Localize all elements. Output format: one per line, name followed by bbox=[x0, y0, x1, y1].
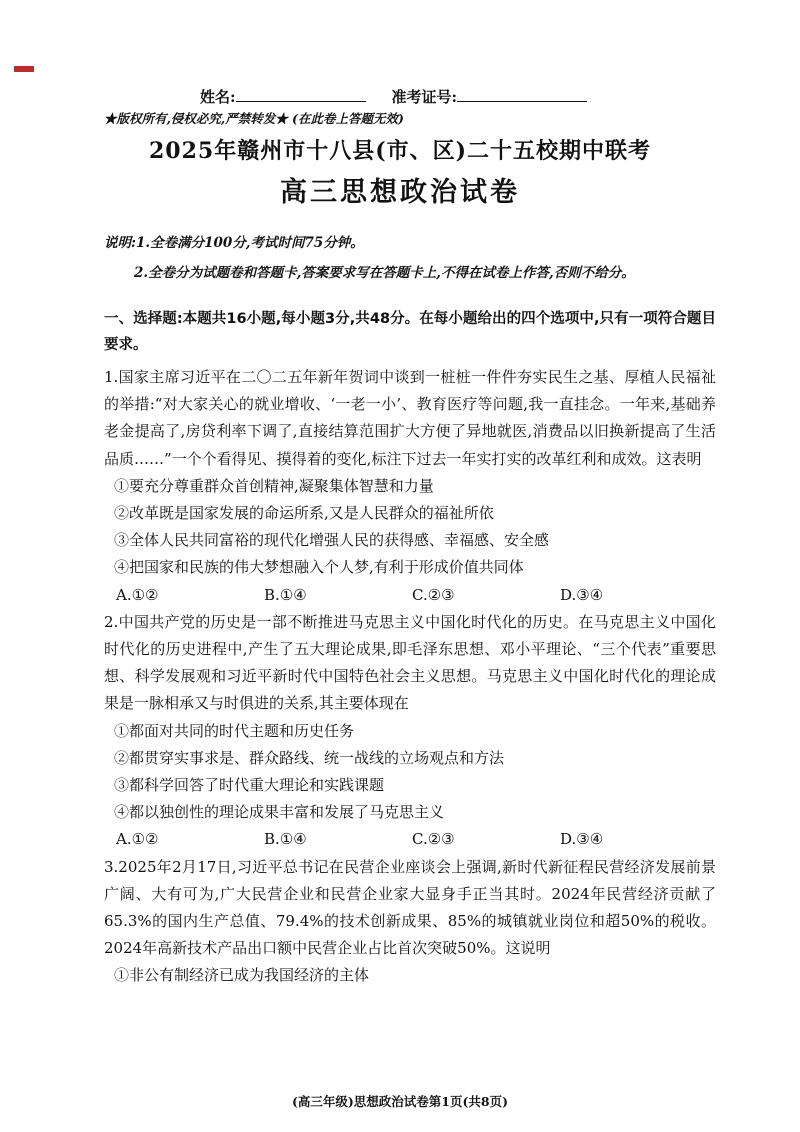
question-stem: 3.2025年2月17日,习近平总书记在民营企业座谈会上强调,新时代新征程民营经济发展前景广阔、大有可为,广大民营企业和民营企业家大显身手正当其时。2024年民营经济贡献了65.3%的国内生产总值、79.4%的技术创新成果、85%的城镇就业岗位和超50%的税收。2024年高新技术产品出口额中民营企业占比首次突破50%。这说明 bbox=[104, 857, 716, 958]
answer-choices bbox=[104, 582, 716, 609]
choice-b: B.①④ bbox=[264, 830, 307, 849]
statement-option: ④把国家和民族的伟大梦想融入个人梦,有利于形成价值共同体 bbox=[114, 558, 524, 577]
note-1: 说明:1.全卷满分100分,考试时间75分钟。 bbox=[104, 235, 364, 251]
question-stem: 1.国家主席习近平在二〇二五年新年贺词中谈到一桩桩一件件夯实民生之基、厚植人民福祉的举措:“对大家关心的就业增收、‘一老一小’、教育医疗等问题,我一直挂念。一年来,基础养老金提高了,房贷利率下调了,直接结算范围扩大方便了异地就医,消费品以旧换新提高了生活品质……”一个个看得见、摸得着的变化,标注下过去一年实打实的改革红利和成效。这表明 bbox=[104, 368, 716, 468]
corner-mark bbox=[14, 66, 34, 72]
subject-title: 高三思想政治试卷 bbox=[280, 177, 520, 208]
note-2: 2.全卷分为试题卷和答题卡,答案要求写在答题卡上,不得在试卷上作答,否则不给分。 bbox=[134, 265, 635, 281]
statement-option: ③全体人民共同富裕的现代化增强人民的获得感、幸福感、安全感 bbox=[114, 531, 550, 550]
statement-option: ②都贯穿实事求是、群众路线、统一战线的立场观点和方法 bbox=[114, 748, 505, 767]
answer-choices bbox=[104, 826, 716, 853]
page-footer: (高三年级)思想政治试卷第1页(共8页) bbox=[291, 1094, 509, 1109]
candidate-info-row bbox=[200, 86, 587, 107]
choice-a: A.①② bbox=[116, 585, 159, 604]
choice-d: D.③④ bbox=[560, 585, 604, 604]
choice-a: A.①② bbox=[116, 830, 159, 849]
name-label: 姓名: bbox=[200, 88, 236, 106]
exam-id-label: 准考证号: bbox=[391, 88, 458, 106]
choice-c: C.②③ bbox=[412, 585, 455, 604]
question-content bbox=[104, 306, 716, 990]
exam-title: 2025年赣州市十八县(市、区)二十五校期中联考 bbox=[148, 138, 652, 164]
question-stem: 2.中国共产党的历史是一部不断推进马克思主义中国化时代化的历史。在马克思主义中国化时代化的历史进程中,产生了五大理论成果,即毛泽东思想、邓小平理论、“三个代表”重要思想、科学发展观和习近平新时代中国特色社会主义思想。马克思主义中国化时代化的理论成果是一脉相承又与时俱进的关系,其主要体现在 bbox=[104, 612, 716, 713]
section-heading: 一、选择题:本题共16小题,每小题3分,共48分。在每小题给出的四个选项中,只有一项符合题目要求。 bbox=[104, 311, 717, 353]
copyright-notice: ★版权所有,侵权必究,严禁转发★ (在此卷上答题无效) bbox=[104, 111, 404, 126]
name-blank bbox=[236, 87, 366, 102]
choice-c: C.②③ bbox=[412, 830, 455, 849]
choice-d: D.③④ bbox=[560, 830, 604, 849]
statement-option: ④都以独创性的理论成果丰富和发展了马克思主义 bbox=[114, 803, 445, 822]
exam-id-blank bbox=[457, 87, 587, 102]
question-2 bbox=[104, 609, 716, 854]
question-1 bbox=[104, 364, 716, 609]
statement-option: ①非公有制经济已成为我国经济的主体 bbox=[114, 966, 370, 985]
choice-b: B.①④ bbox=[264, 585, 307, 604]
exam-notes bbox=[104, 228, 635, 288]
statement-option: ③都科学回答了时代重大理论和实践课题 bbox=[114, 776, 385, 795]
question-3 bbox=[104, 854, 716, 990]
statement-option: ①都面对共同的时代主题和历史任务 bbox=[114, 721, 355, 740]
statement-option: ②改革既是国家发展的命运所系,又是人民群众的福祉所依 bbox=[114, 504, 494, 523]
statement-option: ①要充分尊重群众首创精神,凝聚集体智慧和力量 bbox=[114, 476, 434, 495]
